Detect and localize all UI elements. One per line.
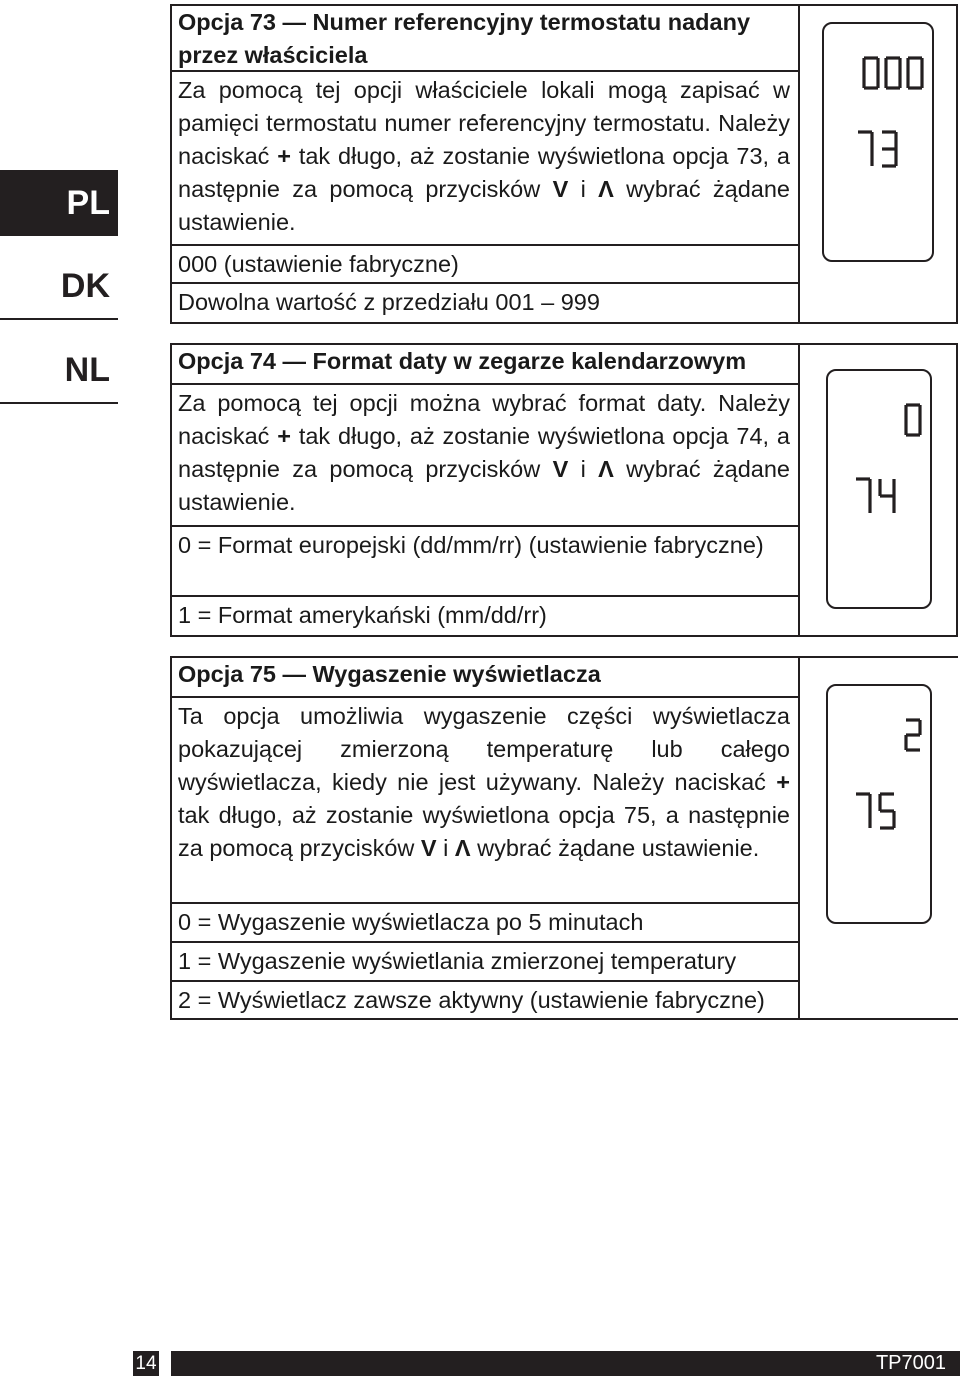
option-74-title: Opcja 74 — Format daty w zegarze kalendarzowym — [170, 343, 798, 385]
down-button-symbol: V — [552, 176, 569, 202]
down-button-symbol: V — [420, 835, 437, 861]
option-75-description: Ta opcja umożliwia wygaszenie części wyświetlacza pokazującej zmierzoną temperaturę lub całego wyświetlacza, kiedy nie jest używany. Należy naciskać + tak długo, aż zostanie wyświetlona opcja 75, a następnie za pomocą przycisków V i Λ wybrać żądane ustawienie. — [170, 698, 798, 904]
option-74-section — [170, 343, 958, 637]
option-75-value-0: 0 = Wygaszenie wyświetlacza po 5 minutach — [170, 904, 798, 943]
plus-button-symbol: + — [277, 143, 291, 169]
lcd-display-74 — [826, 369, 932, 609]
lcd-digits-75 — [828, 686, 934, 926]
option-73-description: Za pomocą tej opcji właściciele lokali mogą zapisać w pamięci termostatu numer referencyjny termostatu. Należy naciskać + tak długo, aż zostanie wyświetlona opcja 73, a następnie za pomocą przycisków V i Λ wybrać żądane ustawienie. — [170, 72, 798, 246]
language-tab-pl[interactable]: PL — [0, 170, 118, 236]
option-73-value-1: Dowolna wartość z przedziału 001 – 999 — [178, 289, 600, 315]
lcd-display-75 — [826, 684, 932, 924]
plus-button-symbol: + — [776, 769, 790, 795]
up-button-symbol: Λ — [598, 456, 614, 482]
option-74-value-0: 0 = Format europejski (dd/mm/rr) (ustawienie fabryczne) — [170, 527, 798, 597]
down-button-symbol: V — [552, 456, 569, 482]
up-button-symbol: Λ — [454, 835, 471, 861]
plus-button-symbol: + — [277, 423, 291, 449]
option-73-section — [170, 4, 958, 324]
option-74-description: Za pomocą tej opcji można wybrać format daty. Należy naciskać + tak długo, aż zostanie wyświetlona opcja 74, a następnie za pomocą przycisków V i Λ wybrać żądane ustawienie. — [170, 385, 798, 527]
option-73-value-0: 000 (ustawienie fabryczne) — [170, 246, 798, 284]
option-75-value-1: 1 = Wygaszenie wyświetlania zmierzonej temperatury — [170, 943, 798, 982]
lcd-digits-74 — [828, 371, 934, 611]
language-tab-dk[interactable]: DK — [0, 254, 118, 320]
lcd-digits-73 — [824, 24, 936, 264]
option-75-section — [170, 656, 958, 1020]
option-74-value-1: 1 = Format amerykański (mm/dd/rr) — [178, 602, 547, 628]
up-button-symbol: Λ — [598, 176, 614, 202]
language-tab-nl[interactable]: NL — [0, 338, 118, 404]
option-75-title: Opcja 75 — Wygaszenie wyświetlacza — [170, 656, 798, 698]
lcd-display-73 — [822, 22, 934, 262]
option-73-title: Opcja 73 — Numer referencyjny termostatu nadany przez właściciela — [170, 4, 798, 72]
option-75-value-2: 2 = Wyświetlacz zawsze aktywny (ustawienie fabryczne) — [178, 987, 765, 1013]
page-number: 14 — [133, 1351, 159, 1376]
footer-model: TP7001 — [171, 1351, 960, 1376]
